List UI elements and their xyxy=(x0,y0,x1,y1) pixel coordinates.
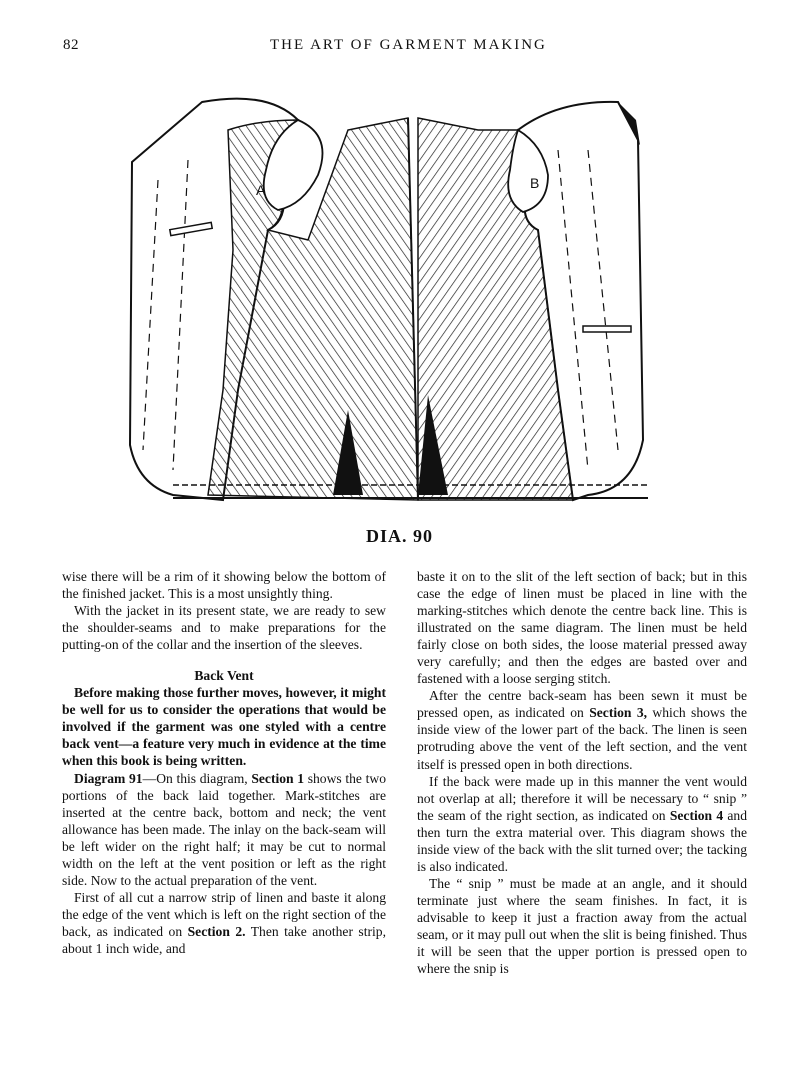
section-ref: Section 3, xyxy=(589,705,648,721)
paragraph xyxy=(417,687,747,772)
paragraph: Before making those further moves, however, it might be well for us to consider the operations that would be involved if the garment was one styled with a centre back vent—a feature very much in evidence at the time when this book is being written. xyxy=(62,685,386,769)
figure-caption: DIA. 90 xyxy=(365,526,433,546)
text-span: First of all cut a narrow strip of linen and baste it along the edge of the vent which is left on the right section of the back, as indicated on xyxy=(62,889,386,939)
label-b: B xyxy=(530,175,540,191)
paragraph: With the jacket in its present state, we are ready to sew the shoulder-seams and to make preparations for the putting-on of the collar and the insertion of the sleeves. xyxy=(62,603,386,653)
paragraph xyxy=(62,770,386,889)
jacket-diagram xyxy=(118,90,703,510)
right-text-column xyxy=(417,568,747,977)
text-span: —On this diagram, xyxy=(142,770,252,786)
section-ref: Section 4 xyxy=(669,807,724,823)
left-text-column xyxy=(62,568,386,957)
paragraph: The “ snip ” must be made at an angle, and it should terminate just where the seam finishes. In fact, it is advisable to keep it just a fraction away from the actual seam, or it may pull out when the slit is being finished. Thus it will be seen that the upper portion is pressed open to where the snip is xyxy=(417,875,747,977)
text-span: which shows the inside view of the lower part of the back. The linen is seen protruding above the vent of the left section, and the vent itself is pressed open in both directions. xyxy=(417,705,747,772)
text-span: After the centre back-seam has been sewn it must be pressed open, as indicated on xyxy=(417,688,747,721)
text-span: shows the two portions of the back laid together. Mark-stitches are inserted at the centre back, bottom and neck; the vent allowance has been made. The inlay on the back-seam will be left wider on the right half; it may be cut to normal width on the left at the vent position or left as the right side. Now to the actual preparation of the vent. xyxy=(62,770,386,888)
paragraph: wise there will be a rim of it showing below the bottom of the finished jacket. This is a most unsightly thing. xyxy=(62,569,386,602)
text-span: Then take another strip, about 1 inch wide, and xyxy=(62,923,386,956)
paragraph: baste it on to the slit of the left section of back; but in this case the edge of linen must be placed in line with the marking-stitches which denote the centre back line. This is illustrated on the same diagram. The linen must be held fairly close on both sides, the loose material pressed away very carefully; and then the edges are basted over and fastened with a loose serging stitch. xyxy=(417,569,747,687)
text-span: If the back were made up in this manner the vent would not overlap at all; therefore it will be necessary to “ snip ” the seam of the right section, as indicated on xyxy=(417,773,747,823)
running-title: THE ART OF GARMENT MAKING xyxy=(270,37,547,53)
diagram-ref: Diagram 91 xyxy=(74,770,143,786)
text-span: and then turn the extra material over. This diagram shows the inside view of the back with the slit turned over; the tacking is also indicated. xyxy=(417,807,747,874)
section-ref: Section 2. xyxy=(187,923,246,939)
label-a: A xyxy=(256,182,266,198)
section-heading: Back Vent xyxy=(194,668,254,684)
section-ref: Section 1 xyxy=(251,770,305,786)
side-pocket xyxy=(583,326,631,332)
page-number: 82 xyxy=(63,37,79,53)
paragraph xyxy=(62,889,386,957)
paragraph xyxy=(417,773,747,875)
